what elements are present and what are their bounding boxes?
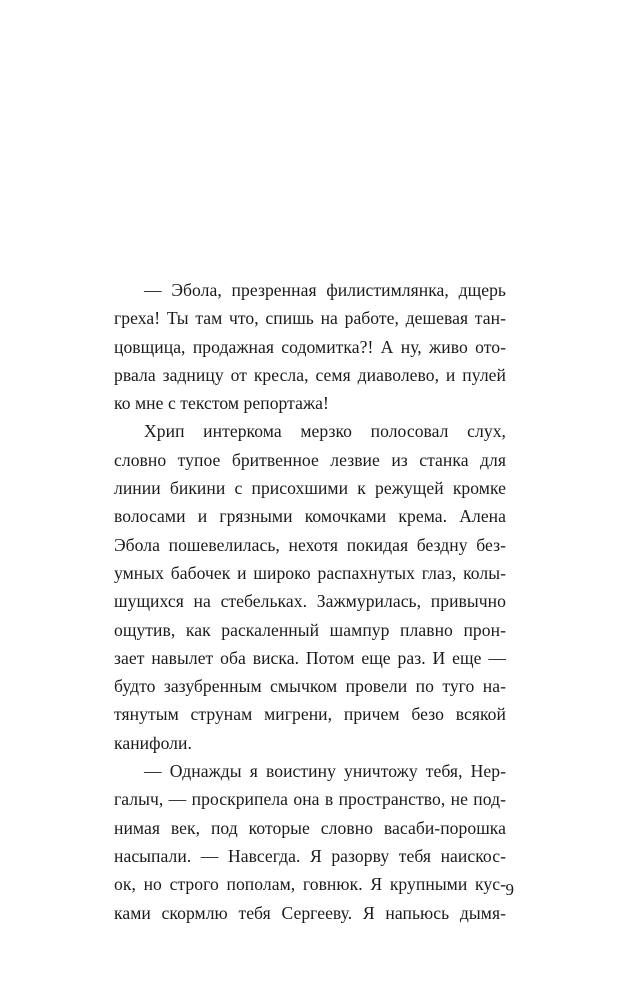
text-line: канифоли. [114,732,192,753]
text-line: волосами и грязными комочками крема. Алена [114,506,506,527]
text-line: насыпали. — Навсегда. Я разорву тебя наискос- [114,845,506,866]
text-line: греха! Ты там что, спишь на работе, дешевая тан- [114,308,506,329]
text-line: ками скормлю тебя Сергееву. Я напьюсь дымя- [114,902,506,923]
text-line: тянутым струнам мигрени, причем безо всякой [114,704,506,725]
text-line: — Эбола, презренная филистимлянка, дщерь [144,280,506,300]
text-line: линии бикини с присохшими к режущей кромке [114,478,506,499]
text-line: будто зазубренным смычком провели по туго на- [114,676,506,697]
text-line: ок, но строго пополам, говнюк. Я крупными кус- [114,874,506,895]
text-line: — Однажды я воистину уничтожу тебя, Нер- [144,761,506,782]
page-number: 9 [505,880,514,899]
text-line: шущихся на стебельках. Зажмурилась, привычно [114,591,506,612]
text-line: галыч, — проскрипела она в пространство, не под- [114,789,506,810]
text-line: нимая век, под которые словно васаби-порошка [114,817,506,838]
text-line: Эбола пошевелилась, нехотя покидая бездну без- [114,534,506,555]
text-line: ощутив, как раскаленный шампур плавно прон- [114,619,506,640]
text-line: рвала задницу от кресла, семя диаволево, и пулей [114,364,506,385]
body-text [114,276,506,927]
text-line: ко мне с текстом репортажа! [114,393,329,414]
text-line: словно тупое бритвенное лезвие из станка для [114,449,506,470]
text-line: Хрип интеркома мерзко полосовал слух, [144,421,506,442]
text-line: умных бабочек и широко распахнутых глаз, колы- [114,562,506,583]
text-line: зает навылет оба виска. Потом еще раз. И еще — [114,647,506,668]
text-line: цовщица, продажная содомитка?! А ну, живо ото- [114,336,506,357]
